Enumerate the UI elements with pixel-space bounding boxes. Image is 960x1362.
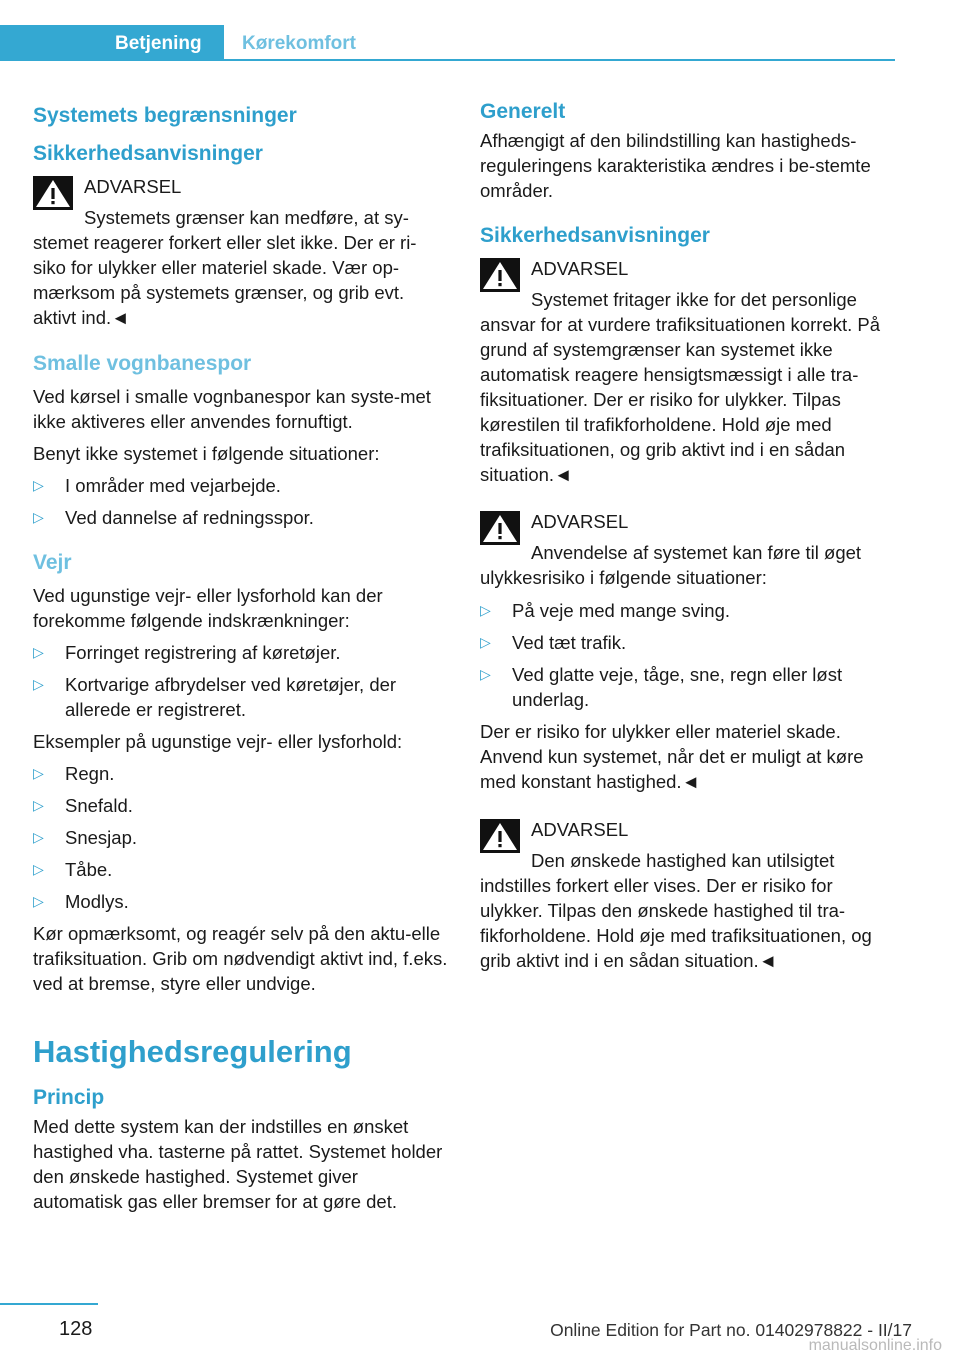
warning-triangle-icon [480, 511, 520, 545]
list-item: ▷ Ved tæt trafik. [480, 632, 627, 653]
general-title: Generelt [480, 100, 566, 123]
chapter-title: Hastighedsregulering [33, 1034, 352, 1069]
bullet-triangle-icon: ▷ [480, 666, 491, 682]
warning-label: ADVARSEL [84, 176, 182, 197]
warning-triangle-icon [480, 258, 520, 292]
weather-title: Vejr [33, 551, 72, 574]
warning-text: Den ønskede hastighed kan utilsigtet indstilles forkert eller vises. Der er risiko for ulykker. Tilpas den ønskede hastighed til tra-fikforholdene. Hold øje med trafiksituationen, og grib aktivt ind i en sådan situation.◄ [480, 850, 872, 971]
list-item: ▷ Kortvarige afbrydelser ved køretøjer, der allerede er registreret. [33, 674, 397, 720]
warning-triangle-icon [480, 819, 520, 853]
list-item: ▷ Ved glatte veje, tåge, sne, regn eller løst underlag. [480, 664, 843, 710]
left-column [33, 100, 448, 1221]
list-item: ▷ Snesjap. [33, 827, 137, 848]
bullet-triangle-icon: ▷ [33, 765, 44, 781]
tab-koerekomfort[interactable]: Kørekomfort [242, 33, 357, 54]
warning-label: ADVARSEL [531, 258, 629, 279]
bullet-triangle-icon: ▷ [33, 829, 44, 845]
principle-title: Princip [33, 1086, 105, 1109]
weather-list [33, 640, 448, 722]
warning-text: Anvendelse af systemet kan føre til øget ulykkesrisiko i følgende situationer: [480, 542, 862, 588]
warning-box-1 [480, 256, 898, 487]
list-item: ▷ I områder med vejarbejde. [33, 475, 281, 496]
principle-text: Med dette system kan der indstilles en ønsket hastighed vha. tasterne på rattet. Systemet holder den ønskede hastighed. Systemet giver automatisk gas eller bremser for at gøre det. [33, 1116, 443, 1212]
section-title: Systemets begrænsninger [33, 104, 297, 127]
tab-betjening[interactable] [0, 25, 224, 61]
warning-label: ADVARSEL [531, 511, 629, 532]
risk-situations-list [480, 598, 898, 712]
list-item: ▷ Modlys. [33, 891, 129, 912]
bullet-triangle-icon: ▷ [33, 893, 44, 909]
list-item: ▷ På veje med mange sving. [480, 600, 731, 621]
bullet-triangle-icon: ▷ [33, 676, 44, 692]
bullet-triangle-icon: ▷ [480, 634, 491, 650]
page-number: 128 [59, 1318, 93, 1340]
warning-text: Systemet fritager ikke for det personlige ansvar for at vurdere trafiksituationen korrekt. På grund af systemgrænser kan systemet ikke automatisk reagere hensigtsmæssigt i alle tra-fiksituationer. Der er risiko for ulykker. Tilpas kørestilen til trafikforholdene. Hold øje med trafiksituationen, og grib aktivt ind i en sådan situation.◄ [480, 289, 880, 485]
warning-box-2 [480, 509, 898, 590]
warning-2-closing: Der er risiko for ulykker eller materiel skade. Anvend kun systemet, når det er muligt at køre med konstant hastighed.◄ [480, 721, 864, 792]
chapter-header [0, 25, 895, 61]
general-text: Afhængigt af den bilindstilling kan hastigheds-reguleringens karakteristika ændres i be-stemte områder. [480, 130, 871, 201]
edition-text: Online Edition for Part no. 01402978822 - II/17 [550, 1320, 912, 1340]
narrow-lanes-title: Smalle vognbanespor [33, 352, 252, 375]
examples-intro: Eksempler på ugunstige vejr- eller lysforhold: [33, 731, 403, 752]
list-item: ▷ Tåbe. [33, 859, 113, 880]
bullet-triangle-icon: ▷ [33, 477, 44, 493]
bullet-triangle-icon: ▷ [33, 644, 44, 660]
safety-title: Sikkerhedsanvisninger [33, 142, 263, 165]
warning-box-3 [480, 817, 898, 973]
list-item: ▷ Snefald. [33, 795, 133, 816]
examples-list [33, 761, 448, 914]
warning-box [33, 174, 448, 330]
bullet-triangle-icon: ▷ [33, 797, 44, 813]
list-item: ▷ Forringet registrering af køretøjer. [33, 642, 341, 663]
bullet-triangle-icon: ▷ [480, 602, 491, 618]
list-item: ▷ Regn. [33, 763, 115, 784]
header-rule [224, 59, 895, 61]
tab-betjening-label: Betjening [115, 33, 202, 54]
narrow-lanes-intro: Benyt ikke systemet i følgende situationer: [33, 443, 380, 464]
bullet-triangle-icon: ▷ [33, 861, 44, 877]
narrow-lanes-text: Ved kørsel i smalle vognbanespor kan syste-met ikke aktiveres eller anvendes fornuftigt. [33, 386, 431, 432]
footer-rule [0, 1303, 98, 1305]
warning-label: ADVARSEL [531, 819, 629, 840]
narrow-lanes-list [33, 473, 448, 530]
closing-text: Kør opmærksomt, og reagér selv på den aktu-elle trafiksituation. Grib om nødvendigt aktivt ind, f.eks. ved at bremse, styre eller undvige. [33, 923, 448, 994]
safety-title-right: Sikkerhedsanvisninger [480, 224, 710, 247]
watermark: manualsonline.info [808, 1337, 942, 1354]
warning-text: Systemets grænser kan medføre, at sy-stemet reagerer forkert eller slet ikke. Der er ri-siko for ulykker eller materiel skade. Vær op-mærksom på systemets grænser, og grib evt. aktivt ind.◄ [33, 207, 417, 328]
warning-triangle-icon [33, 176, 73, 210]
list-item: ▷ Ved dannelse af redningsspor. [33, 507, 314, 528]
weather-text: Ved ugunstige vejr- eller lysforhold kan der forekomme følgende indskrænkninger: [33, 585, 383, 631]
bullet-triangle-icon: ▷ [33, 509, 44, 525]
right-column [480, 100, 898, 995]
